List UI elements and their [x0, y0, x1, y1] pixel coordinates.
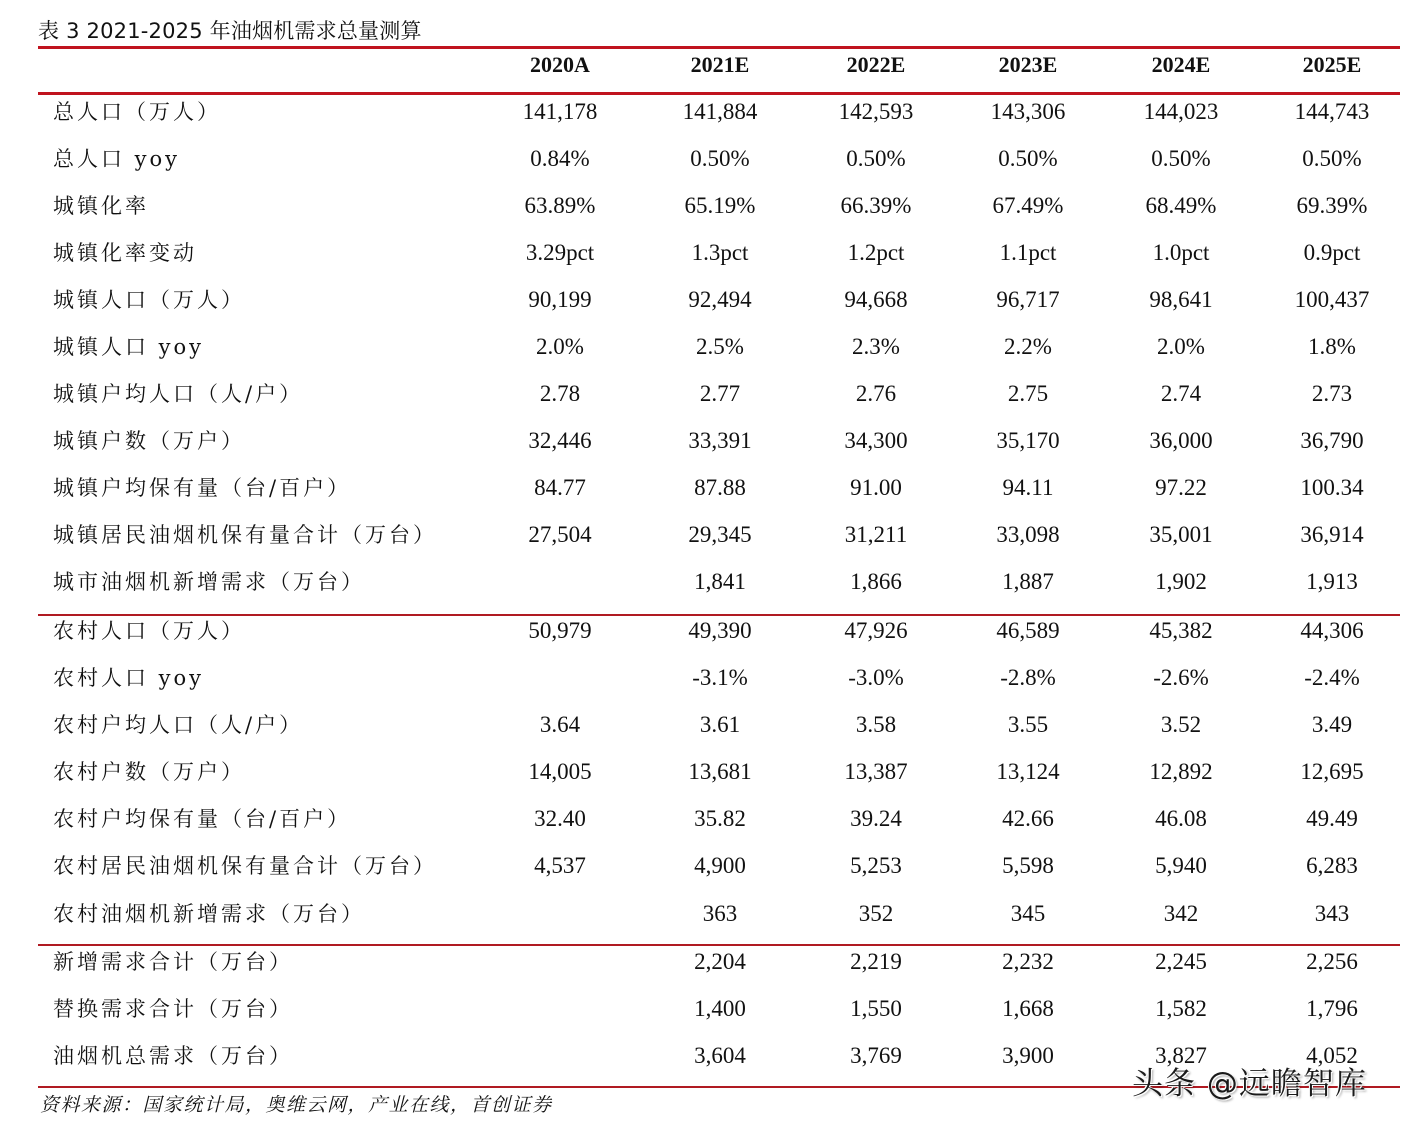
table-cell-2022e: 2.3%: [852, 334, 900, 359]
table-cell-2020a: [485, 1042, 635, 1089]
top-rule: [38, 46, 1400, 49]
table-cell-2023e: 96,717: [996, 287, 1060, 312]
table-cell-2024e: 1,582: [1155, 996, 1207, 1021]
table-cell-2025e: 69.39%: [1296, 193, 1368, 218]
watermark: 头条 @远瞻智库: [1132, 1066, 1367, 1102]
table-row: [38, 239, 1400, 286]
table-row: [38, 664, 1400, 711]
table-cell-2023e: 143,306: [990, 99, 1066, 124]
table-cell-2022e: 2.76: [855, 381, 897, 406]
table-cell-2022e: 2,219: [850, 949, 902, 974]
table-cell-2023e: 2,232: [1002, 949, 1054, 974]
row-label: 城镇人口（万人）: [53, 288, 245, 312]
table-cell-2023e: 67.49%: [992, 193, 1064, 218]
table-cell-2020a: 4,537: [534, 853, 586, 878]
column-header-2022e: 2022E: [846, 52, 906, 77]
table-cell-2020a: 50,979: [528, 618, 592, 643]
table-cell-2024e: 2.0%: [1157, 334, 1205, 359]
table-cell-2025e: 144,743: [1294, 99, 1370, 124]
table-header: [38, 50, 1400, 92]
table-row: [38, 758, 1400, 805]
table-cell-2024e: 0.50%: [1151, 146, 1211, 171]
table-row: [38, 474, 1400, 521]
row-label: 城镇户均人口（人/户）: [53, 382, 304, 406]
table-cell-2022e: 3,769: [850, 1043, 902, 1068]
table-cell-2025e: 2.73: [1311, 381, 1353, 406]
table-cell-2020a: [485, 664, 635, 711]
table-cell-2022e: 5,253: [850, 853, 902, 878]
table-cell-2025e: 12,695: [1300, 759, 1364, 784]
row-label: 城镇人口 yoy: [53, 335, 205, 359]
table-row: [38, 805, 1400, 852]
table-cell-2024e: 3,827: [1155, 1043, 1207, 1068]
table-cell-2024e: 3.52: [1160, 712, 1202, 737]
table-cell-2025e: 343: [1314, 901, 1350, 926]
table-cell-2023e: 13,124: [996, 759, 1060, 784]
table-cell-2024e: 1.0pct: [1152, 240, 1210, 265]
table-cell-2023e: 94.11: [1002, 475, 1054, 500]
table-row: [38, 948, 1400, 995]
row-label: 农村人口（万人）: [53, 619, 245, 643]
table-cell-2021e: 2.5%: [696, 334, 744, 359]
table-cell-2023e: 1,887: [1002, 569, 1054, 594]
table-cell-2022e: 1,866: [850, 569, 902, 594]
table-row: [38, 380, 1400, 427]
table-cell-2020a: 141,178: [522, 99, 598, 124]
column-header-2023e: 2023E: [998, 52, 1058, 77]
table-row: [38, 568, 1400, 615]
row-label: 总人口 yoy: [53, 147, 181, 171]
column-header-2025e: 2025E: [1302, 52, 1362, 77]
table-cell-2020a: [485, 995, 635, 1042]
table-cell-2023e: 345: [1010, 901, 1046, 926]
table-cell-2025e: 36,790: [1300, 428, 1364, 453]
table-row: [38, 427, 1400, 474]
table-cell-2020a: 3.29pct: [525, 240, 595, 265]
table-cell-2024e: 342: [1163, 901, 1199, 926]
row-label: 城镇户数（万户）: [53, 429, 245, 453]
table-cell-2023e: 46,589: [996, 618, 1060, 643]
table-row: [38, 286, 1400, 333]
table-cell-2022e: 66.39%: [840, 193, 912, 218]
table-cell-2022e: 47,926: [844, 618, 908, 643]
table-cell-2021e: 29,345: [688, 522, 752, 547]
table-cell-2023e: 1,668: [1002, 996, 1054, 1021]
table-cell-2023e: 42.66: [1002, 806, 1054, 831]
table-cell-2023e: 3.55: [1007, 712, 1049, 737]
table-row: [38, 192, 1400, 239]
table-cell-2024e: 45,382: [1149, 618, 1213, 643]
table-cell-2021e: 1.3pct: [691, 240, 749, 265]
table-cell-2021e: 141,884: [682, 99, 758, 124]
table-cell-2020a: 32,446: [528, 428, 592, 453]
table-cell-2021e: 65.19%: [684, 193, 756, 218]
table-cell-2023e: 0.50%: [998, 146, 1058, 171]
column-header-2020a: 2020A: [530, 52, 590, 77]
table-cell-2024e: 12,892: [1149, 759, 1213, 784]
section-divider: [38, 614, 1400, 616]
table-row: [38, 98, 1400, 145]
table-cell-2022e: 13,387: [844, 759, 908, 784]
table-cell-2022e: 94,668: [844, 287, 908, 312]
table-cell-2024e: 144,023: [1143, 99, 1219, 124]
table-cell-2025e: 0.50%: [1302, 146, 1362, 171]
row-label: 油烟机总需求（万台）: [53, 1044, 293, 1068]
row-label: 农村居民油烟机保有量合计（万台）: [53, 854, 437, 878]
table-cell-2024e: 2,245: [1155, 949, 1207, 974]
row-label: 城镇化率变动: [53, 241, 197, 265]
table-cell-2023e: 2.2%: [1004, 334, 1052, 359]
source-note: 资料来源：国家统计局，奥维云网，产业在线，首创证券: [40, 1094, 553, 1116]
table-cell-2020a: 32.40: [534, 806, 586, 831]
table-cell-2024e: 97.22: [1155, 475, 1207, 500]
table-cell-2020a: [485, 568, 635, 615]
table-cell-2020a: 90,199: [528, 287, 592, 312]
table-cell-2020a: 14,005: [528, 759, 592, 784]
table-cell-2024e: 98,641: [1149, 287, 1213, 312]
table-row: [38, 852, 1400, 899]
table-cell-2024e: 35,001: [1149, 522, 1213, 547]
table-cell-2023e: -2.8%: [1000, 665, 1056, 690]
table-cell-2021e: 49,390: [688, 618, 752, 643]
table-cell-2023e: 35,170: [996, 428, 1060, 453]
row-label: 农村油烟机新增需求（万台）: [53, 902, 365, 926]
table-cell-2022e: 31,211: [844, 522, 908, 547]
row-label: 农村户均保有量（台/百户）: [53, 807, 352, 831]
table-cell-2025e: 100,437: [1294, 287, 1370, 312]
table-cell-2021e: 363: [702, 901, 738, 926]
column-header-2021e: 2021E: [690, 52, 750, 77]
table-cell-2025e: -2.4%: [1304, 665, 1360, 690]
table-cell-2021e: 1,841: [694, 569, 746, 594]
table-cell-2022e: -3.0%: [848, 665, 904, 690]
table-cell-2025e: 4,052: [1306, 1043, 1358, 1068]
table-cell-2020a: [485, 948, 635, 995]
table-row: [38, 995, 1400, 1042]
table-cell-2024e: 46.08: [1155, 806, 1207, 831]
table-cell-2022e: 1.2pct: [847, 240, 905, 265]
table-cell-2022e: 3.58: [855, 712, 897, 737]
table-row: [38, 333, 1400, 380]
table-cell-2025e: 1,913: [1306, 569, 1358, 594]
table-row: [38, 711, 1400, 758]
header-rule: [38, 92, 1400, 95]
table-cell-2022e: 39.24: [850, 806, 902, 831]
table-cell-2025e: 1,796: [1306, 996, 1358, 1021]
table-cell-2021e: 1,400: [694, 996, 746, 1021]
table-cell-2022e: 0.50%: [846, 146, 906, 171]
table-cell-2021e: 0.50%: [690, 146, 750, 171]
row-label: 总人口（万人）: [53, 100, 221, 124]
column-header-2024e: 2024E: [1151, 52, 1211, 77]
table-cell-2021e: 33,391: [688, 428, 752, 453]
table-cell-2025e: 1.8%: [1308, 334, 1356, 359]
table-row: [38, 617, 1400, 664]
table-cell-2025e: 6,283: [1306, 853, 1358, 878]
row-label: 农村户均人口（人/户）: [53, 713, 304, 737]
table-cell-2021e: 2.77: [699, 381, 741, 406]
table-cell-2020a: 2.78: [539, 381, 581, 406]
table-cell-2025e: 0.9pct: [1303, 240, 1361, 265]
table-cell-2021e: 3,604: [694, 1043, 746, 1068]
table-cell-2021e: 2,204: [694, 949, 746, 974]
table-row: [38, 900, 1400, 947]
table-cell-2024e: 5,940: [1155, 853, 1207, 878]
row-label: 替换需求合计（万台）: [53, 997, 293, 1021]
table-cell-2025e: 100.34: [1300, 475, 1364, 500]
table-cell-2025e: 49.49: [1306, 806, 1358, 831]
table-cell-2023e: 33,098: [996, 522, 1060, 547]
table-cell-2024e: 1,902: [1155, 569, 1207, 594]
table-cell-2020a: 63.89%: [524, 193, 596, 218]
row-label: 农村人口 yoy: [53, 666, 205, 690]
table-cell-2022e: 352: [858, 901, 894, 926]
table-cell-2024e: 68.49%: [1145, 193, 1217, 218]
row-label: 新增需求合计（万台）: [53, 950, 293, 974]
table-cell-2021e: 87.88: [694, 475, 746, 500]
row-label: 城市油烟机新增需求（万台）: [53, 570, 365, 594]
table-cell-2023e: 1.1pct: [999, 240, 1057, 265]
table-cell-2025e: 36,914: [1300, 522, 1364, 547]
table-cell-2023e: 3,900: [1002, 1043, 1054, 1068]
table-cell-2021e: 13,681: [688, 759, 752, 784]
table-cell-2025e: 44,306: [1300, 618, 1364, 643]
table-row: [38, 521, 1400, 568]
table-cell-2022e: 34,300: [844, 428, 908, 453]
table-cell-2021e: -3.1%: [692, 665, 748, 690]
table-row: [38, 145, 1400, 192]
table-cell-2020a: 84.77: [534, 475, 586, 500]
table-cell-2021e: 35.82: [694, 806, 746, 831]
table-cell-2020a: [485, 900, 635, 947]
table-title: 表 3 2021-2025 年油烟机需求总量测算: [38, 19, 422, 43]
table-cell-2021e: 3.61: [699, 712, 741, 737]
table-cell-2022e: 1,550: [850, 996, 902, 1021]
table-cell-2020a: 0.84%: [530, 146, 590, 171]
table-cell-2025e: 2,256: [1306, 949, 1358, 974]
table-cell-2022e: 91.00: [850, 475, 902, 500]
table-cell-2021e: 92,494: [688, 287, 752, 312]
row-label: 城镇户均保有量（台/百户）: [53, 476, 352, 500]
table-cell-2020a: 27,504: [528, 522, 592, 547]
table-cell-2024e: -2.6%: [1153, 665, 1209, 690]
table-cell-2023e: 2.75: [1007, 381, 1049, 406]
table-cell-2022e: 142,593: [838, 99, 914, 124]
table-cell-2020a: 3.64: [539, 712, 581, 737]
section-divider: [38, 944, 1400, 946]
table-cell-2021e: 4,900: [694, 853, 746, 878]
table-cell-2025e: 3.49: [1311, 712, 1353, 737]
table-cell-2024e: 2.74: [1160, 381, 1202, 406]
table-cell-2023e: 5,598: [1002, 853, 1054, 878]
row-label: 城镇化率: [53, 194, 149, 218]
row-label: 农村户数（万户）: [53, 760, 245, 784]
table-cell-2024e: 36,000: [1149, 428, 1213, 453]
table-cell-2020a: 2.0%: [536, 334, 584, 359]
row-label: 城镇居民油烟机保有量合计（万台）: [53, 523, 437, 547]
